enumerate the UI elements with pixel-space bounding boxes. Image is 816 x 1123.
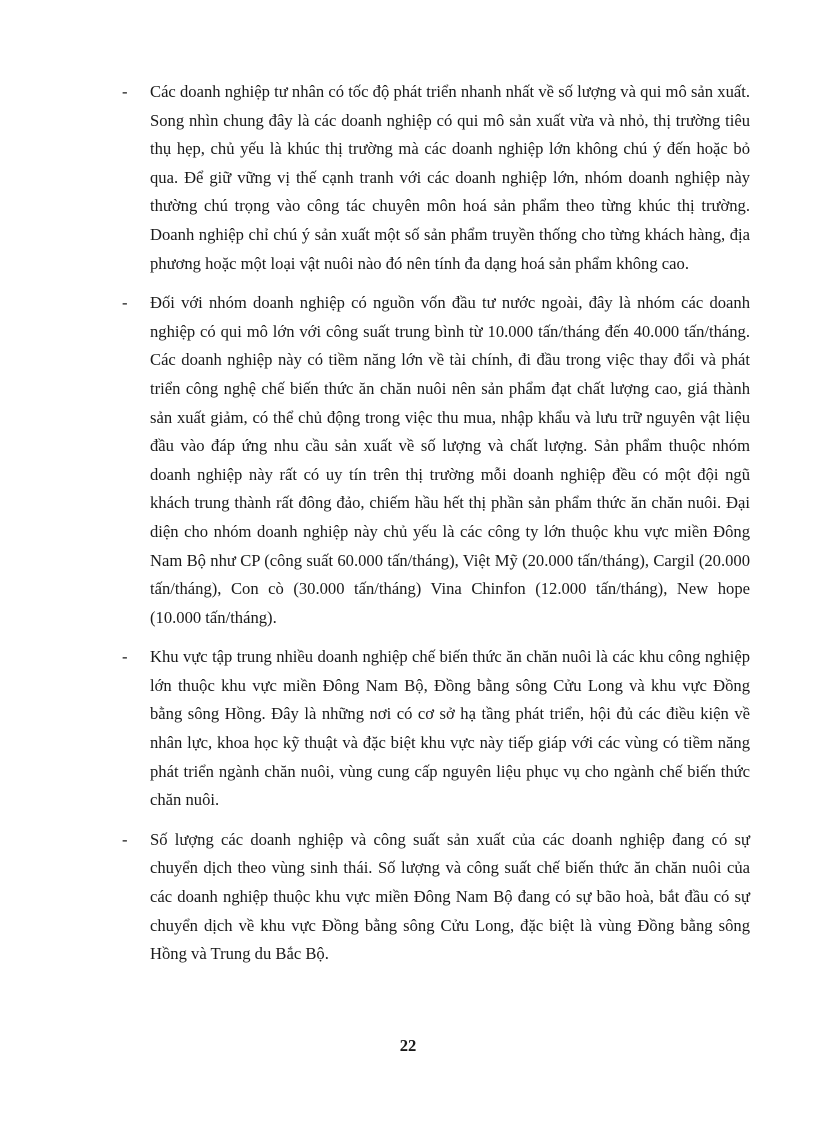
paragraph-foreign-investment: Đối với nhóm doanh nghiệp có nguồn vốn đầu tư nước ngoài, đây là nhóm các doanh nghiệp có qui mô lớn với công suất trung bình từ 10.000 tấn/tháng đến 40.000 tấn/tháng. Các doanh nghiệp này có tiềm năng lớn về tài chính, đi đầu trong việc thay đổi và phát triển công nghệ chế biến thức ăn chăn nuôi nên sản phẩm đạt chất lượng cao, giá thành sản xuất giảm, có thể chủ động trong việc thu mua, nhập khẩu và lưu trữ nguyên vật liệu đầu vào đáp ứng nhu cầu sản xuất về số lượng và chất lượng. Sản phẩm thuộc nhóm doanh nghiệp này rất có uy tín trên thị trường mỗi doanh nghiệp đều có một đội ngũ khách trung thành rất đông đảo, chiếm hầu hết thị phần sản phẩm thức ăn chăn nuôi. Đại diện cho nhóm doanh nghiệp này chủ yếu là các công ty lớn thuộc khu vực miền Đông Nam Bộ như CP (công suất 60.000 tấn/tháng), Việt Mỹ (20.000 tấn/tháng), Cargil (20.000 tấn/tháng), Con cò (30.000 tấn/tháng) Vina Chinfon (12.000 tấn/tháng), New hope (10.000 tấn/tháng). <box>150 293 750 627</box>
bullet-dash: - <box>122 82 128 101</box>
document-body <box>118 78 750 980</box>
list-item <box>118 78 750 278</box>
paragraph-industrial-zones: Khu vực tập trung nhiều doanh nghiệp chế biến thức ăn chăn nuôi là các khu công nghiệp lớn thuộc khu vực miền Đông Nam Bộ, Đồng bằng sông Cửu Long và khu vực Đồng bằng sông Hồng. Đây là những nơi có cơ sở hạ tầng phát triển, hội đủ các điều kiện về nhân lực, khoa học kỹ thuật và đặc biệt khu vực này tiếp giáp với các vùng có tiềm năng phát triển ngành chăn nuôi, vùng cung cấp nguyên liệu phục vụ cho ngành chế biến thức chăn nuôi. <box>150 647 750 810</box>
bullet-dash: - <box>122 293 128 313</box>
paragraph-private-enterprises: Các doanh nghiệp tư nhân có tốc độ phát triển nhanh nhất về số lượng và qui mô sản xuất. Song nhìn chung đây là các doanh nghiệp có qui mô sản xuất vừa và nhỏ, thị trường tiêu thụ hẹp, chủ yếu là khúc thị trường mà các doanh nghiệp lớn không chú ý đến hoặc bỏ qua. Để giữ vững vị thế cạnh tranh với các doanh nghiệp lớn, nhóm doanh nghiệp này thường chú trọng vào công tác chuyên môn hoá sản phẩm theo từng khúc thị trường. Doanh nghiệp chỉ chú ý sản xuất một số sản phẩm truyền thống cho từng khách hàng, địa phương hoặc một loại vật nuôi nào đó nên tính đa dạng hoá sản phẩm không cao. <box>150 82 750 273</box>
paragraph-regional-shift: Số lượng các doanh nghiệp và công suất sản xuất của các doanh nghiệp đang có sự chuyển dịch theo vùng sinh thái. Số lượng và công suất chế biến thức ăn chăn nuôi của các doanh nghiệp thuộc khu vực miền Đông Nam Bộ đang có sự bão hoà, bắt đầu có sự chuyển dịch về khu vực Đồng bằng sông Cửu Long, đặc biệt là vùng Đồng bằng sông Hồng và Trung du Bắc Bộ. <box>150 829 750 964</box>
bullet-dash: - <box>122 647 128 667</box>
page-number: 22 <box>399 1036 417 1055</box>
bullet-dash: - <box>122 829 128 849</box>
list-item <box>118 826 750 969</box>
list-item <box>118 289 750 632</box>
list-item <box>118 643 750 815</box>
